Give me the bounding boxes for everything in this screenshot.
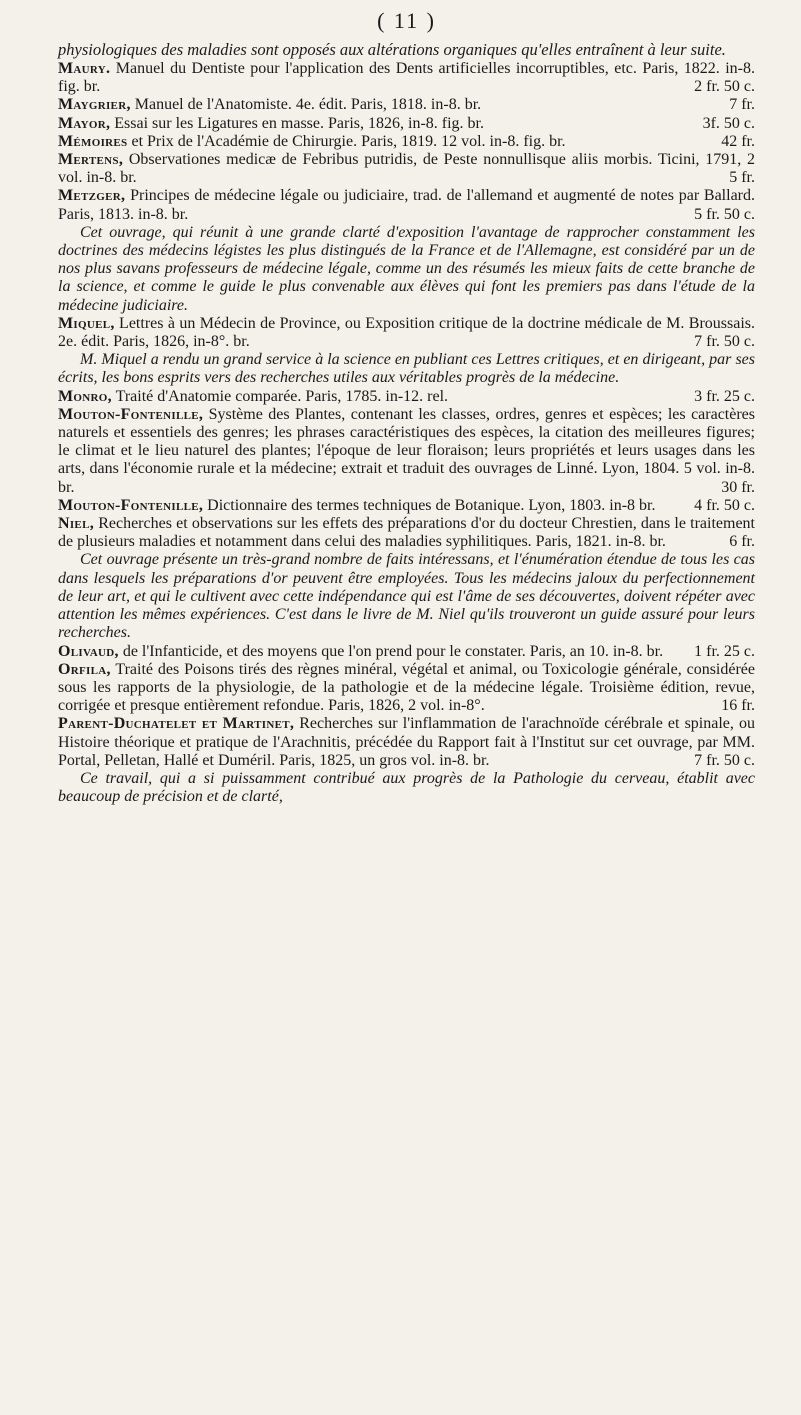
entry-description: Cet ouvrage présente un très-grand nombre de faits intéressans, et l'énumération étendue de tous les cas dans lesquels les préparations d'or peuvent être employées. Tous les médecins jaloux du perfectionnement de leur art, et qui le cultivent avec cette indépendance qui est l'âme de ses découvertes, doivent répéter avec attention les mêmes expériences. C'est dans le livre de M. Niel qu'ils trouveront un guide assuré pour leurs recherches. (58, 551, 755, 642)
continued-text: physiologiques des maladies sont opposés aux altérations organiques qu'elles entraînent à leur suite. (58, 40, 726, 59)
entry-title: Manuel de l'Anatomiste. 4e. édit. Paris, 1818. in-8. br. (130, 96, 482, 114)
entry-price: 42 fr. (721, 132, 755, 150)
entry-description: Ce travail, qui a si puissamment contribué aux progrès de la Pathologie du cerveau, établit avec beaucoup de précision et de clarté, (58, 769, 755, 806)
catalogue-entry (58, 715, 755, 806)
entry-price: 4 fr. 50 c. (694, 496, 755, 514)
entry-price: 6 fr. (729, 533, 755, 551)
entry-price: 16 fr. (721, 697, 755, 715)
entry-price: 3f. 50 c. (702, 114, 755, 132)
entry-title: de l'Infanticide, et des moyens que l'on prend pour le constater. Paris, an 10. in-8. br. (118, 642, 664, 660)
entry-author: Monro, (58, 387, 112, 405)
entry-description: Cet ouvrage, qui réunit à une grande clarté d'exposition l'avantage de rapprocher constamment les doctrines des médecins légistes les plus distingués de la France et de l'Allemagne, est considéré par un de nos plus savans professeurs de médecine légale, comme un des résumés les mieux faits de cette branche de la science, et comme le guide le plus convenable aux élèves qui font les premiers pas dans l'étude de la médecine judiciaire. (58, 223, 755, 314)
entry-author: Orfila, (58, 660, 111, 678)
entry-author: Mayor, (58, 114, 111, 132)
entry-description: M. Miquel a rendu un grand service à la science en publiant ces Lettres critiques, et en dirigeant, par ses écrits, les bons esprits vers des recherches utiles aux véritables progrès de la médecine. (58, 351, 755, 387)
catalogue-entry (58, 133, 755, 151)
entry-author: Maury. (58, 60, 111, 77)
entry-price: 30 fr. (721, 478, 755, 496)
entry-price: 2 fr. 50 c. (694, 78, 755, 96)
entry-author: Mertens, (58, 151, 124, 169)
entry-title: Traité d'Anatomie comparée. Paris, 1785. in-12. rel. (111, 387, 449, 405)
catalogue-entry (58, 515, 755, 642)
catalogue-entry (58, 115, 755, 133)
entry-title: Système des Plantes, contenant les classes, ordres, genres et espèces; les caractères naturels et essentiels des genres; les phrases caractéristiques des espèces, la citation des meilleures figures; le climat et le lieu naturel des plantes; l'époque de leur floraison; leurs propriétés et leurs usages dans les arts, dans l'économie rurale et la médecine; extrait et traduit des ouvrages de Linné. Lyon, 1804. 5 vol. in-8. br. (58, 405, 755, 496)
entry-title: Dictionnaire des termes techniques de Botanique. Lyon, 1803. in-8 br. (203, 496, 656, 514)
page-number: ( 11 ) (377, 8, 436, 33)
entry-price: 1 fr. 25 c. (694, 642, 755, 660)
catalogue-entry (58, 406, 755, 497)
entry-list (58, 60, 755, 806)
entry-author: Miquel, (58, 314, 115, 332)
entry-title: Lettres à un Médecin de Province, ou Exposition critique de la doctrine médicale de M. Broussais. 2e. édit. Paris, 1826, in-8°. br. (58, 314, 755, 351)
catalogue-entry (58, 661, 755, 716)
entry-title: Observationes medicæ de Febribus putridis, de Peste nonnullisque aliis morbis. Ticini, 1791, 2 vol. in-8. br. (58, 151, 755, 187)
catalogue-entry (58, 60, 755, 96)
entry-author: Mouton-Fontenille, (58, 496, 204, 514)
entry-author: Metzger, (58, 187, 126, 205)
entry-price: 5 fr. (729, 169, 755, 187)
entry-title: Principes de médecine légale ou judiciaire, trad. de l'allemand et augmenté de notes par Ballard. Paris, 1813. in-8. br. (58, 187, 755, 223)
entry-author: Olivaud, (58, 642, 119, 660)
entry-title: Traité des Poisons tirés des règnes minéral, végétal et animal, ou Toxicologie générale, considérée sous les rapports de la physiologie, de la pathologie et de la médecine légale. Troisième édition, revue, corrigée et presque entièrement refondue. Paris, 1826, 2 vol. in-8°. (58, 660, 755, 715)
catalogue-entry (58, 388, 755, 406)
entry-title: Essai sur les Ligatures en masse. Paris, 1826, in-8. fig. br. (110, 114, 484, 132)
entry-price: 7 fr. (729, 96, 755, 114)
catalogue-entry (58, 151, 755, 187)
catalogue-entry (58, 497, 755, 515)
entry-price: 3 fr. 25 c. (694, 387, 755, 405)
entry-price: 5 fr. 50 c. (694, 205, 755, 223)
entry-title: Recherches et observations sur les effets des préparations d'or du docteur Chrestien, dans le traitement de plusieurs maladies et notamment dans celui des maladies syphilitiques. Paris, 1821. in-8. br. (58, 515, 755, 551)
entry-author: Mouton-Fontenille, (58, 405, 204, 423)
entry-title: Manuel du Dentiste pour l'application des Dents artificielles incorruptibles, etc. Paris, 1822. in-8. fig. br. (58, 60, 755, 96)
entry-author: Niel, (58, 515, 95, 533)
entry-price: 7 fr. 50 c. (694, 333, 755, 351)
entry-price: 7 fr. 50 c. (694, 751, 755, 769)
catalogue-entry (58, 643, 755, 661)
entry-title: et Prix de l'Académie de Chirurgie. Paris, 1819. 12 vol. in-8. fig. br. (127, 132, 566, 150)
catalogue-entry (58, 187, 755, 314)
catalogue-entry (58, 315, 755, 388)
entry-author: Parent-Duchatelet et Martinet, (58, 715, 295, 733)
entry-author: Maygrier, (58, 96, 131, 114)
entry-title: Recherches sur l'inflammation de l'arachnoïde cérébrale et spinale, ou Histoire théorique et pratique de l'Arachnitis, précédée du Rapport fait à l'Institut sur cet ouvrage, par MM. Portal, Pelletan, Hallé et Duméril. Paris, 1825, un gros vol. in-8. br. (58, 715, 755, 769)
catalogue-entries (58, 40, 755, 806)
catalogue-entry (58, 96, 755, 114)
entry-author: Mémoires (58, 132, 128, 150)
